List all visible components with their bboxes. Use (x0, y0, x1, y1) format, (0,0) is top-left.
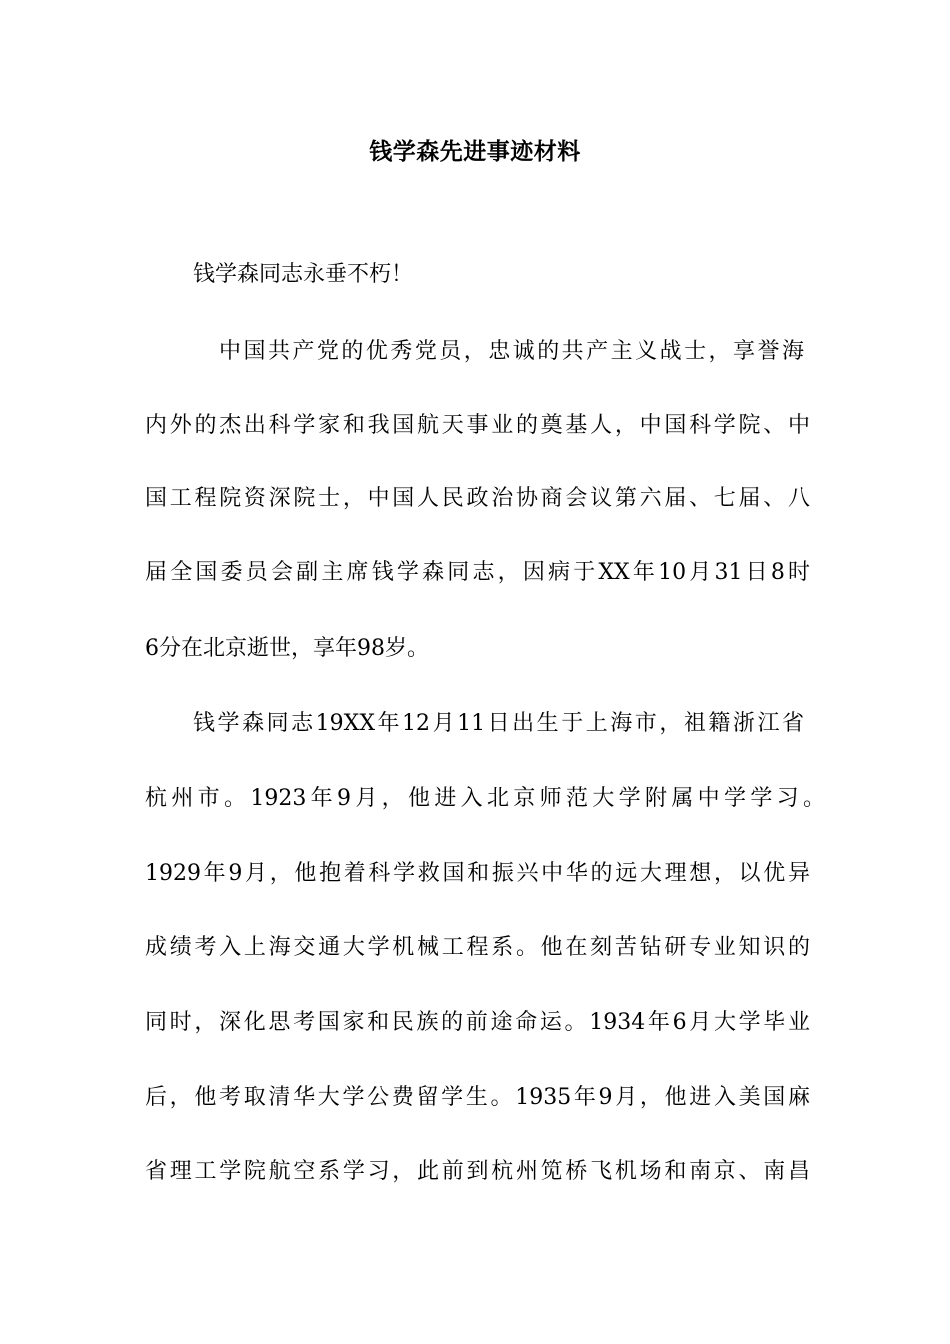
document-title: 钱学森先进事迹材料 (369, 139, 581, 165)
paragraph-line: 成绩考入上海交通大学机械工程系。他在刻苦钻研专业知识的 (145, 935, 810, 960)
paragraph-line: 后，他考取清华大学公费留学生。1935年9月，他进入美国麻 (145, 1085, 810, 1110)
paragraph-line: 钱学森同志19XX年12月11日出生于上海市，祖籍浙江省 (193, 711, 804, 736)
paragraph-line: 中国共产党的优秀党员，忠诚的共产主义战士，享誉海 (219, 339, 804, 364)
paragraph-line: 内外的杰出科学家和我国航天事业的奠基人，中国科学院、中 (145, 413, 810, 438)
paragraph-line: 6分在北京逝世，享年98岁。 (145, 636, 429, 661)
paragraph-line: 省理工学院航空系学习，此前到杭州笕桥飞机场和南京、南昌 (145, 1159, 810, 1184)
paragraph-line: 同时，深化思考国家和民族的前途命运。1934年6月大学毕业 (145, 1010, 810, 1035)
paragraph-line: 届全国委员会副主席钱学森同志，因病于XX年10月31日8时 (145, 560, 810, 585)
paragraph-line: 钱学森同志永垂不朽！ (193, 262, 414, 287)
paragraph-line: 国工程院资深院士，中国人民政治协商会议第六届、七届、八 (145, 486, 810, 511)
paragraph-line: 1929年9月，他抱着科学救国和振兴中华的远大理想，以优异 (145, 861, 810, 886)
paragraph-line: 杭州市。1923年9月，他进入北京师范大学附属中学学习。 (145, 786, 825, 811)
